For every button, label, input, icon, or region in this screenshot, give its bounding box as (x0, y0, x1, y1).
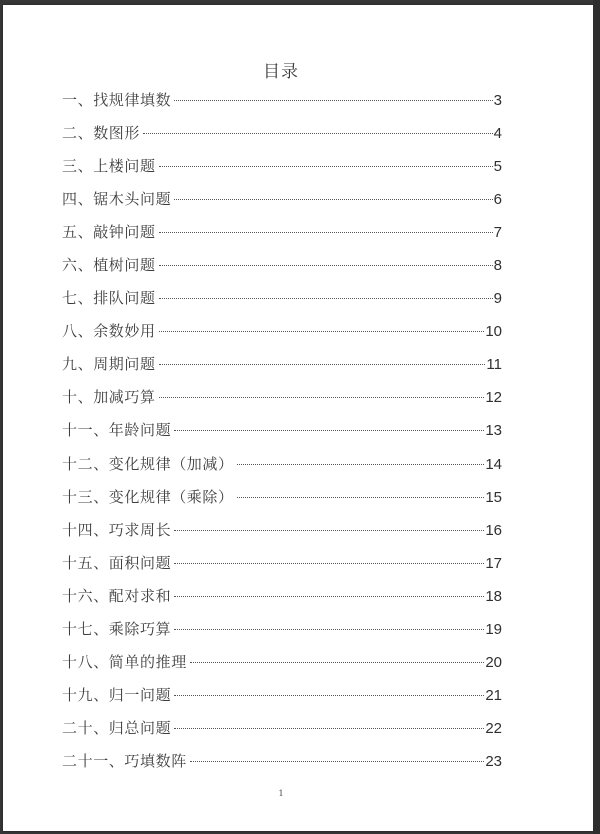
toc-entry[interactable] (62, 188, 502, 221)
toc-entry-label: 二、数图形 (62, 124, 141, 143)
toc-entry-label: 八、余数妙用 (62, 322, 156, 341)
toc-entry-label: 十三、变化规律（乘除） (62, 487, 234, 506)
toc-entry-page: 23 (485, 752, 502, 770)
toc-entry-page: 13 (485, 422, 502, 440)
toc-entry-page: 20 (485, 653, 502, 671)
toc-entry-label: 十七、乘除巧算 (62, 619, 172, 638)
dot-leader (174, 563, 484, 564)
dot-leader (174, 430, 484, 431)
dot-leader (143, 133, 493, 134)
toc-entry-page: 21 (485, 686, 502, 704)
toc-entry[interactable] (62, 386, 502, 419)
toc-entry[interactable] (62, 519, 502, 552)
toc-entry-label: 二十、归总问题 (62, 718, 172, 737)
toc-entry-label: 二十一、巧填数阵 (62, 751, 187, 770)
toc-entry-label: 十八、简单的推理 (62, 652, 187, 671)
toc-entry[interactable] (62, 552, 502, 585)
toc-entry-label: 五、敲钟问题 (62, 223, 156, 242)
viewer-side-frame (593, 0, 600, 834)
page-number-footer: 1 (278, 789, 284, 798)
toc-entry[interactable] (62, 419, 502, 452)
toc-entry-page: 12 (485, 389, 502, 407)
toc-entry-page: 4 (493, 125, 502, 143)
dot-leader (174, 695, 484, 696)
toc-entry-page: 22 (485, 719, 502, 737)
toc-entry[interactable] (62, 353, 502, 386)
toc-entry[interactable] (62, 122, 502, 155)
toc-entry-label: 十五、面积问题 (62, 553, 172, 572)
toc-entry[interactable] (62, 651, 502, 684)
toc-entry-page: 7 (493, 224, 502, 242)
toc-entry-label: 三、上楼问题 (62, 157, 156, 176)
toc-entry-label: 十九、归一问题 (62, 685, 172, 704)
toc-entry-page: 3 (493, 92, 502, 109)
toc-entry-page: 10 (485, 323, 502, 341)
dot-leader (174, 629, 484, 630)
toc-entry[interactable] (62, 320, 502, 353)
toc-entry-page: 15 (485, 488, 502, 506)
toc-entry-page: 8 (493, 257, 502, 275)
toc-entry[interactable] (62, 750, 502, 783)
toc-entry[interactable] (62, 453, 502, 486)
toc-entry-label: 七、排队问题 (62, 289, 156, 308)
toc-entry-label: 四、锯木头问题 (62, 190, 172, 209)
dot-leader (159, 166, 493, 167)
dot-leader (159, 397, 485, 398)
document-page (3, 5, 593, 831)
dot-leader (237, 464, 485, 465)
dot-leader (190, 761, 485, 762)
dot-leader (174, 199, 492, 200)
toc-entry-page: 11 (486, 356, 502, 374)
toc-entry[interactable] (62, 155, 502, 188)
toc-entry[interactable] (62, 684, 502, 717)
dot-leader (174, 728, 484, 729)
dot-leader (174, 530, 484, 531)
toc-entry-page: 5 (493, 158, 502, 176)
toc-entry-label: 一、找规律填数 (62, 91, 172, 109)
dot-leader (159, 298, 493, 299)
toc-title: 目录 (263, 62, 299, 82)
toc-entry-page: 9 (493, 290, 502, 308)
toc-entry-label: 十六、配对求和 (62, 586, 172, 605)
dot-leader (174, 596, 484, 597)
dot-leader (159, 331, 485, 332)
toc-entry-page: 16 (485, 521, 502, 539)
dot-leader (159, 364, 486, 365)
toc-entry-label: 六、植树问题 (62, 256, 156, 275)
toc-entry-page: 18 (485, 587, 502, 605)
toc-entry-page: 14 (485, 455, 502, 473)
dot-leader (190, 662, 485, 663)
toc-entry-page: 19 (485, 620, 502, 638)
toc-entry[interactable] (62, 221, 502, 254)
toc-entry[interactable] (62, 618, 502, 651)
toc-entry[interactable] (62, 287, 502, 320)
toc-entry-page: 17 (485, 554, 502, 572)
toc-entry[interactable] (62, 585, 502, 618)
toc-entry-label: 九、周期问题 (62, 355, 156, 374)
toc-entry[interactable] (62, 254, 502, 287)
toc-entry-page: 6 (493, 191, 502, 209)
toc-entry-label: 十四、巧求周长 (62, 520, 172, 539)
toc-entry[interactable] (62, 717, 502, 750)
dot-leader (237, 497, 485, 498)
toc-entry[interactable] (62, 486, 502, 519)
toc-entry[interactable] (62, 89, 502, 122)
toc-entry-label: 十一、年龄问题 (62, 421, 172, 440)
dot-leader (159, 265, 493, 266)
toc-entry-label: 十、加减巧算 (62, 388, 156, 407)
table-of-contents (62, 89, 502, 783)
dot-leader (174, 100, 492, 101)
toc-entry-label: 十二、变化规律（加减） (62, 454, 234, 473)
dot-leader (159, 232, 493, 233)
